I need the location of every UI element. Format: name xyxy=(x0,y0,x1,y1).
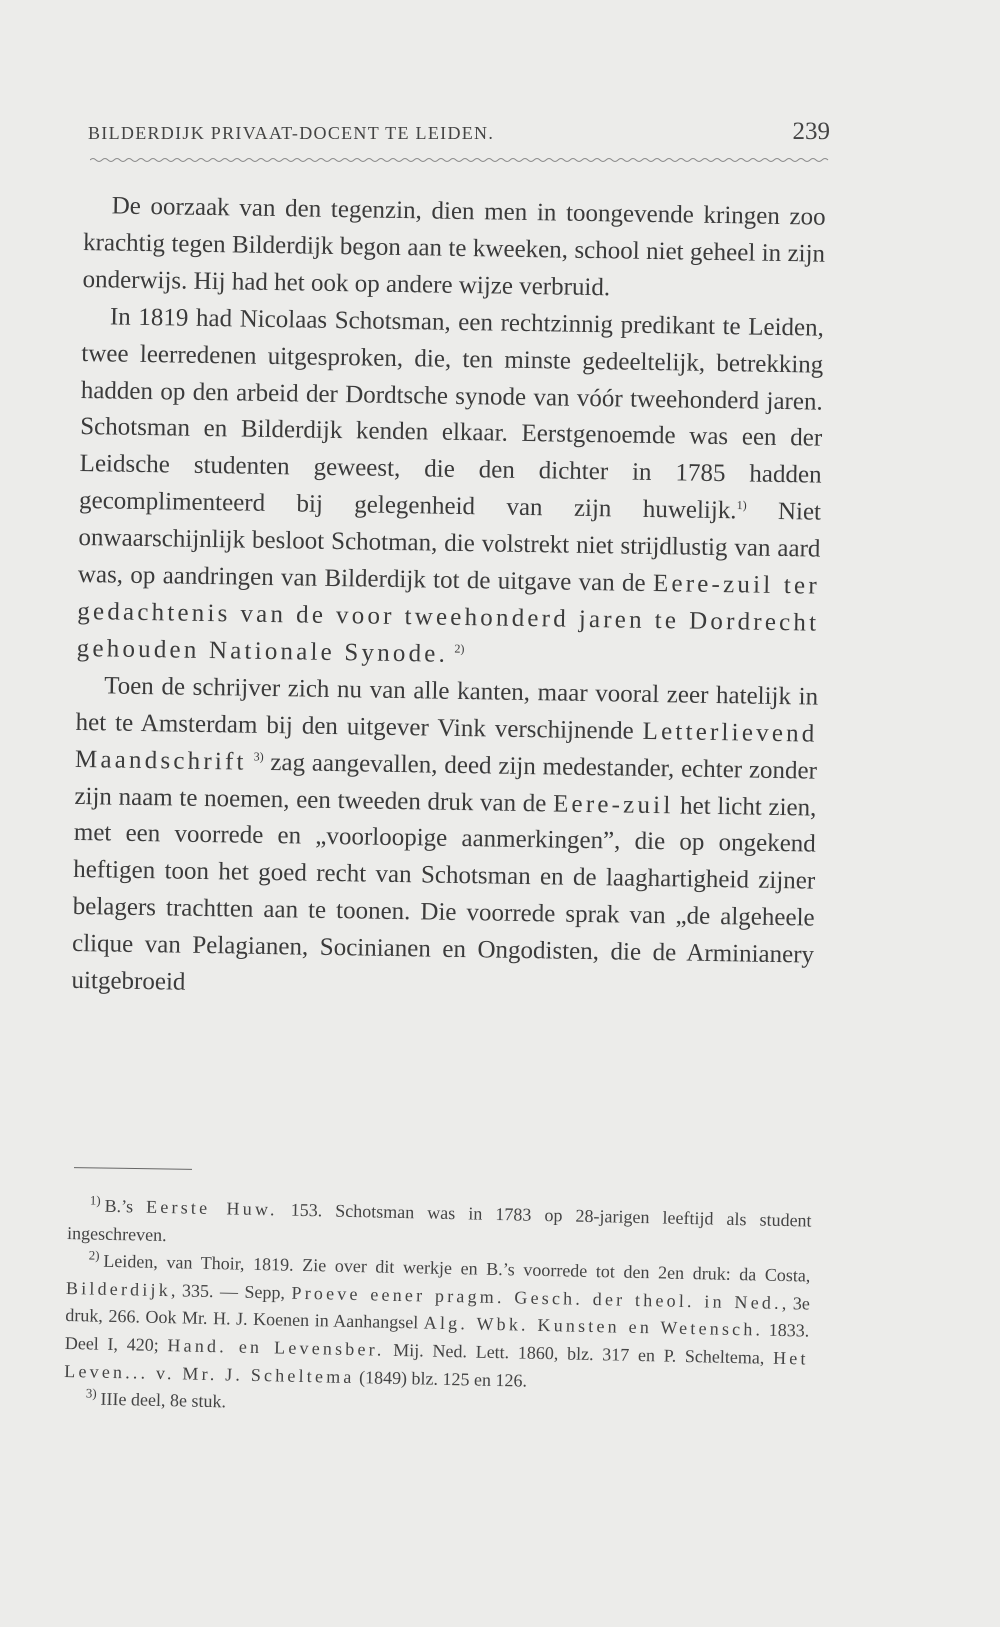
work-title-eere-zuil: Eere-zuil ter gedachtenis van de voor tweehonderd jaren te Dordrecht gehouden Nationale Synode. xyxy=(76,570,821,668)
paragraph-1: De oorzaak van den tegenzin, dien men in toongevende kringen zoo krachtig tegen Bilderdijk begon aan te kweeken, school niet geheel in zijn onderwijs. Hij had het ook op andere wijze verbruid. xyxy=(82,192,826,302)
running-head: BILDERDIJK PRIVAAT-DOCENT TE LEIDEN. xyxy=(88,123,495,143)
footnote-2-text-d: 1833. Deel I, 420; xyxy=(64,1320,810,1355)
footnote-ref-2: 2) xyxy=(454,641,465,656)
footnote-2-title-4: Hand. en Levensber. xyxy=(167,1335,385,1360)
footnote-2-text-e: Mij. Ned. Lett. 1860, blz. 317 en P. Scheltema, xyxy=(393,1339,765,1368)
footnote-2-title-5: Het Leven... v. Mr. J. Scheltema xyxy=(64,1347,809,1387)
work-title-eere-zuil-short: Eere-zuil xyxy=(552,789,674,819)
paragraph-2-text-a: In 1819 had Nicolaas Schotsman, een rechtzinnig predikant te Leiden, twee leerredenen uitgesproken, die, ten minste gedeeltelijk, betrekking hadden op den arbeid der Dordtsche synode van vóór tweehonderd jaren. Schotsman en Bilderdijk kenden elkaar. Eerstgenoemde was een der Leidsche studenten geweest, die den dichter in 1785 hadden gecomplimenteerd bij gelegenheid van zijn huwelijk. xyxy=(78,303,825,525)
paragraph-3-text-b: zag aangevallen, deed zijn medestander, echter zonder zijn naam te noemen, een tweeden druk van de xyxy=(74,748,818,817)
footnotes xyxy=(63,1192,811,1428)
footnote-rule xyxy=(74,1167,192,1170)
page-header xyxy=(88,118,830,146)
work-title-maandschrift: Letterlievend Maandschrift xyxy=(74,717,818,776)
footnote-3-number: 3) xyxy=(85,1385,97,1401)
footnote-1-number: 1) xyxy=(89,1192,101,1208)
footnote-3-text: IIIe deel, 8e stuk. xyxy=(100,1388,227,1412)
paragraph-3-text-c: het licht zien, met een voorrede en „voorloopige aanmerkingen”, die op ongekend heftigen toon het goed recht van Schotsman en de laaghartigheid zijner belagers trachtten aan te toonen. Die voorrede sprak van „de algeheele clique van Pelagianen, Socinianen en Ongodisten, die de Arminianery uitgebroeid xyxy=(71,791,817,996)
footnote-2 xyxy=(64,1247,811,1401)
footnote-2-number: 2) xyxy=(88,1247,100,1263)
footnote-2-text-a: Leiden, van Thoir, 1819. Zie over dit werkje en B.’s voorrede tot den 2en druk: da Costa, xyxy=(103,1250,811,1286)
footnote-ref-3: 3) xyxy=(253,749,264,764)
footnote-2-text-f: (1849) blz. 125 en 126. xyxy=(358,1366,528,1391)
header-rule xyxy=(90,156,830,166)
paragraph-2-text-b: Niet onwaarschijnlijk besloot Schotman, die volstrekt niet strijdlustig van aard was, op aandringen van Bilderdijk tot de uitgave van de xyxy=(77,498,822,597)
page-number: 239 xyxy=(792,118,830,145)
footnote-2-title-1: Bilderdijk xyxy=(65,1277,172,1300)
footnote-1-text-b: 153. Schotsman was in 1783 op 28-jarigen leeftijd als student ingeschreven. xyxy=(66,1199,812,1245)
paragraph-3 xyxy=(71,668,818,1012)
body-text xyxy=(71,188,826,1011)
footnote-2-text-b: , 335. — Sepp, xyxy=(170,1279,286,1303)
paragraph-2 xyxy=(76,299,824,680)
footnote-1-title: Eerste Huw. xyxy=(145,1196,278,1220)
footnote-2-title-3: Alg. Wbk. Kunsten en Wetensch. xyxy=(423,1312,764,1340)
footnote-1-text-a: B.’s xyxy=(104,1195,134,1217)
footnote-2-text-c: , 3e druk, 266. Ook Mr. H. J. Koenen in Aanhangsel xyxy=(65,1292,811,1333)
footnote-2-title-2: Proeve eener pragm. Gesch. der theol. in Ned. xyxy=(291,1282,783,1313)
footnote-ref-1: 1) xyxy=(736,498,747,513)
paragraph-3-text-a: Toen de schrijver zich nu van alle kanten, maar vooral zeer hatelijk in het te Amsterdam bij den uitgever Vink verschijnende xyxy=(75,672,819,745)
